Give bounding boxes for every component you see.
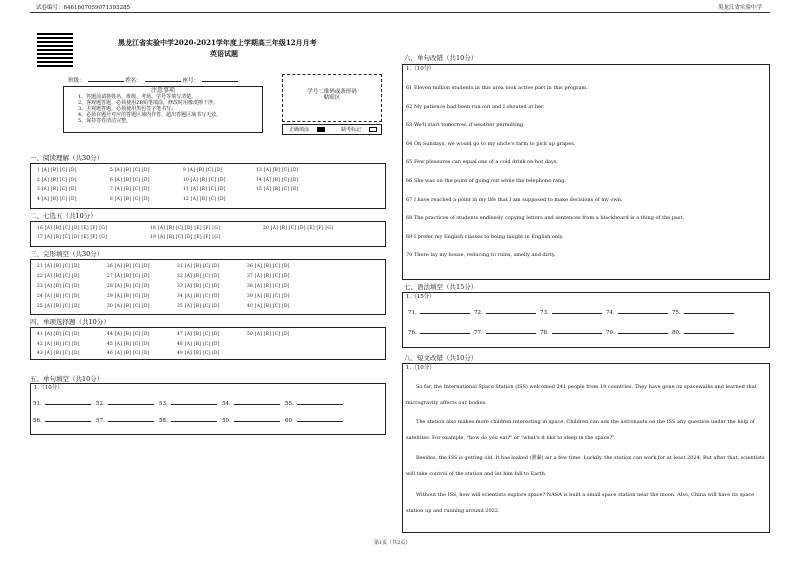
notice-item: 5、保持答卷清洁完整。: [78, 118, 132, 124]
answer-blank[interactable]: 53.: [159, 399, 217, 407]
section-title: 五、单句填空（共10分）: [30, 375, 104, 383]
sentence-item: 67 I have reached a point in my life that I am supposed to make decisions of my own.: [406, 196, 623, 203]
filled-mark-icon: [317, 127, 325, 132]
answer-bubble-row[interactable]: 34 [A] [B] [C] [D]: [177, 294, 220, 299]
answer-bubble-row[interactable]: 6 [A] [B] [C] [D]: [110, 177, 150, 183]
sentence-item: 65 Few pleasures can equal one of a cold drink on hot days.: [406, 159, 558, 166]
sentence-box-6: [402, 64, 770, 280]
answer-bubble-row[interactable]: 26 [A] [B] [C] [D]: [107, 264, 150, 269]
page-subtitle: 英语试题: [210, 49, 238, 58]
answer-blank[interactable]: 77.: [474, 328, 536, 336]
sentence-item: 63 We'll start tomorrow, if weather permitting.: [406, 122, 525, 129]
answer-bubble-row[interactable]: 4 [A] [B] [C] [D]: [37, 196, 77, 202]
sentence-item: 69 I prefer my English classes to being taught in English only.: [406, 233, 564, 240]
answer-bubble-row[interactable]: 41 [A] [B] [C] [D]: [37, 332, 80, 337]
answer-blank[interactable]: 79.: [606, 328, 668, 336]
answer-bubble-row[interactable]: 21 [A] [B] [C] [D]: [37, 264, 80, 269]
answer-grid-3: [30, 259, 386, 315]
fill-legend: [282, 124, 382, 135]
notice-box: [63, 86, 263, 133]
answer-bubble-row[interactable]: 39 [A] [B] [C] [D]: [247, 294, 290, 299]
answer-bubble-row[interactable]: 5 [A] [B] [C] [D]: [110, 168, 150, 173]
answer-blank[interactable]: 80.: [672, 328, 734, 336]
notice-item: 2、客观题答题，必须使用2B铅笔填涂，修改时用橡皮擦干净。: [78, 100, 219, 106]
answer-blank[interactable]: 55.: [285, 399, 343, 407]
essay-paragraph: Without the ISS, how will scientists explore space? NASA is built a small space station near the moon. Also, China will have its space station up and running around 2022.: [406, 492, 755, 514]
notice-item: 1、答题前请将姓名、班级、考场、学号等填写清楚。: [78, 94, 197, 100]
fill-box-5: [30, 383, 386, 435]
answer-grid-2: [30, 221, 386, 247]
answer-bubble-row[interactable]: 8 [A] [B] [C] [D]: [110, 196, 150, 202]
answer-bubble-row[interactable]: 33 [A] [B] [C] [D]: [177, 284, 220, 289]
page-title: 黑龙江省实验中学2020-2021学年度上学期高三年级12月月考: [118, 38, 317, 47]
answer-bubble-row[interactable]: 10 [A] [B] [C] [D]: [183, 177, 226, 183]
answer-blank[interactable]: 73.: [540, 308, 602, 316]
answer-blank[interactable]: 52.: [96, 399, 154, 407]
answer-bubble-row[interactable]: 7 [A] [B] [C] [D]: [110, 187, 150, 192]
info-row: [68, 76, 238, 85]
answer-bubble-row[interactable]: 2 [A] [B] [C] [D]: [37, 177, 77, 183]
answer-bubble-row[interactable]: 19 [A] [B] [C] [D] [E] [F] [G]: [150, 235, 221, 240]
answer-blank[interactable]: 76.: [408, 328, 470, 336]
points-label: 1.（10分）: [34, 385, 63, 391]
sentence-item: 70 There lay my house, reducing to ruins, smelly and dirty.: [406, 252, 556, 259]
answer-bubble-row[interactable]: 35 [A] [B] [C] [D]: [177, 304, 220, 309]
notice-title: 注意事项: [150, 87, 175, 94]
barcode-area: [282, 74, 382, 122]
notice-item: 4、必须在题号对应的答题区域内作答，超出答题区域书写无效。: [78, 112, 222, 118]
section-title: 七、语法填空（共15分）: [404, 283, 478, 291]
answer-bubble-row[interactable]: 47 [A] [B] [C] [D]: [177, 332, 220, 337]
school-name-right: 黑龙江省实验中学: [718, 5, 763, 11]
answer-bubble-row[interactable]: 28 [A] [B] [C] [D]: [107, 284, 150, 289]
barcode-label: 粘贴区: [323, 95, 341, 101]
sentence-item: 68 The practices of students endlessly copying letters and sentences from a blackboard is a thing of the past.: [406, 215, 685, 222]
answer-bubble-row[interactable]: 25 [A] [B] [C] [D]: [37, 304, 80, 309]
answer-bubble-row[interactable]: 45 [A] [B] [C] [D]: [107, 341, 150, 347]
answer-blank[interactable]: 59.: [222, 416, 280, 424]
answer-bubble-row[interactable]: 3 [A] [B] [C] [D]: [37, 187, 77, 192]
answer-blank[interactable]: 60.: [285, 416, 343, 424]
answer-bubble-row[interactable]: 30 [A] [B] [C] [D]: [107, 304, 150, 309]
answer-grid-4: [30, 327, 386, 360]
answer-bubble-row[interactable]: 50 [A] [B] [C] [D]: [247, 332, 290, 337]
essay-paragraph: Besides, the ISS is getting old. It has leaked (泄漏) air a few time. Luckily, the station can work for at least 2024. But after that, scientists will take control of the station and let him fall to Earth.: [406, 455, 765, 477]
points-label: 1.（10分）: [406, 365, 435, 371]
section-title: 三、完形填空（共30分）: [30, 250, 104, 258]
essay-paragraph: The station also makes more children interesting in space. Children can ask the astronauts on the ISS any question under the help of satellites. For example, "how do you eat?" or "what's it like to sleep in the space?": [406, 419, 755, 441]
answer-bubble-row[interactable]: 36 [A] [B] [C] [D]: [247, 264, 290, 269]
answer-blank[interactable]: 51.: [33, 399, 91, 407]
name-label: 姓名：: [125, 78, 142, 84]
points-label: 1.（10分）: [406, 66, 435, 72]
answer-blank[interactable]: 56.: [33, 416, 91, 424]
answer-bubble-row[interactable]: 38 [A] [B] [C] [D]: [247, 284, 290, 289]
sentence-item: 64 On Sundays, we would go to my uncle's farm to pick up grapes.: [406, 140, 576, 147]
answer-bubble-row[interactable]: 24 [A] [B] [C] [D]: [37, 294, 80, 299]
essay-paragraph: So far, the International Space Station (ISS) welcomed 241 people from 19 countries. They have gone on spacewalks and learned that microgravity affects our bodies.: [406, 384, 757, 406]
class-label: 班级：: [68, 78, 85, 84]
answer-blank[interactable]: 54.: [222, 399, 280, 407]
answer-bubble-row[interactable]: 11 [A] [B] [C] [D]: [183, 187, 226, 192]
answer-bubble-row[interactable]: 12 [A] [B] [C] [D]: [183, 196, 226, 202]
answer-bubble-row[interactable]: 46 [A] [B] [C] [D]: [107, 351, 150, 356]
answer-bubble-row[interactable]: 20 [A] [B] [C] [D] [E] [F] [G]: [263, 226, 334, 231]
section-title: 八、短文改错（共10分）: [404, 354, 478, 362]
answer-blank[interactable]: 57.: [96, 416, 154, 424]
answer-blank[interactable]: 75.: [672, 308, 734, 316]
answer-blank[interactable]: 78.: [540, 328, 602, 336]
answer-blank[interactable]: 58.: [159, 416, 217, 424]
answer-bubble-row[interactable]: 31 [A] [B] [C] [D]: [177, 264, 220, 269]
answer-bubble-row[interactable]: 15 [A] [B] [C] [D]: [256, 187, 299, 192]
answer-bubble-row[interactable]: 43 [A] [B] [C] [D]: [37, 351, 80, 356]
answer-blank[interactable]: 71.: [408, 308, 470, 316]
section-title: 二、七选五（共10分）: [30, 212, 97, 220]
page-footer: 第1页（共2页）: [374, 540, 411, 546]
notice-item: 3、主观题答题，必须使用黑色签字笔书写。: [78, 106, 177, 112]
empty-mark-icon: [369, 127, 377, 132]
seat-label: 座号：: [182, 78, 200, 84]
answer-bubble-row[interactable]: 44 [A] [B] [C] [D]: [107, 332, 150, 337]
answer-bubble-row[interactable]: 32 [A] [B] [C] [D]: [177, 274, 220, 279]
answer-grid-1: [30, 163, 386, 209]
answer-blank[interactable]: 72.: [474, 308, 536, 316]
answer-bubble-row[interactable]: 27 [A] [B] [C] [D]: [107, 274, 150, 279]
answer-bubble-row[interactable]: 14 [A] [B] [C] [D]: [256, 177, 299, 183]
points-label: 1.（15分）: [406, 294, 435, 300]
barcode-label: 学号二维码或条形码: [307, 89, 357, 95]
answer-bubble-row[interactable]: 1 [A] [B] [C] [D]: [37, 168, 77, 173]
answer-bubble-row[interactable]: 9 [A] [B] [C] [D]: [183, 168, 223, 173]
answer-bubble-row[interactable]: 23 [A] [B] [C] [D]: [37, 284, 80, 289]
answer-bubble-row[interactable]: 37 [A] [B] [C] [D]: [247, 274, 290, 279]
answer-bubble-row[interactable]: 42 [A] [B] [C] [D]: [37, 341, 80, 347]
sentence-item: 61 Eleven million students in this area took active part in this program.: [406, 85, 588, 91]
sentence-item: 62 My patience had been run out and I shouted at her.: [406, 103, 545, 110]
answer-bubble-row[interactable]: 40 [A] [B] [C] [D]: [247, 304, 290, 309]
answer-bubble-row[interactable]: 49 [A] [B] [C] [D]: [177, 351, 220, 356]
qr-code-icon: [37, 31, 73, 67]
answer-bubble-row[interactable]: 13 [A] [B] [C] [D]: [256, 168, 299, 173]
section-title: 四、单项选择题（共10分）: [30, 318, 110, 326]
answer-bubble-row[interactable]: 16 [A] [B] [C] [D] [E] [F] [G]: [37, 226, 108, 231]
answer-bubble-row[interactable]: 17 [A] [B] [C] [D] [E] [F] [G]: [37, 235, 108, 240]
answer-blank[interactable]: 74.: [606, 308, 668, 316]
answer-bubble-row[interactable]: 22 [A] [B] [C] [D]: [37, 274, 80, 279]
answer-bubble-row[interactable]: 29 [A] [B] [C] [D]: [107, 294, 150, 299]
sentence-item: 66 She was on the point of going out while the telephone rang.: [406, 178, 567, 184]
answer-bubble-row[interactable]: 18 [A] [B] [C] [D] [E] [F] [G]: [150, 226, 221, 231]
exam-number: 试卷编号：6461607059071393285: [36, 5, 130, 11]
answer-bubble-row[interactable]: 48 [A] [B] [C] [D]: [177, 341, 220, 347]
legend-absent: 缺考标记: [341, 127, 362, 133]
section-title: 六、单句改错（共10分）: [404, 54, 478, 62]
section-title: 一、阅读理解（共30分）: [30, 154, 104, 162]
fill-box-7: [402, 292, 770, 348]
legend-correct: 正确填涂: [289, 127, 310, 133]
